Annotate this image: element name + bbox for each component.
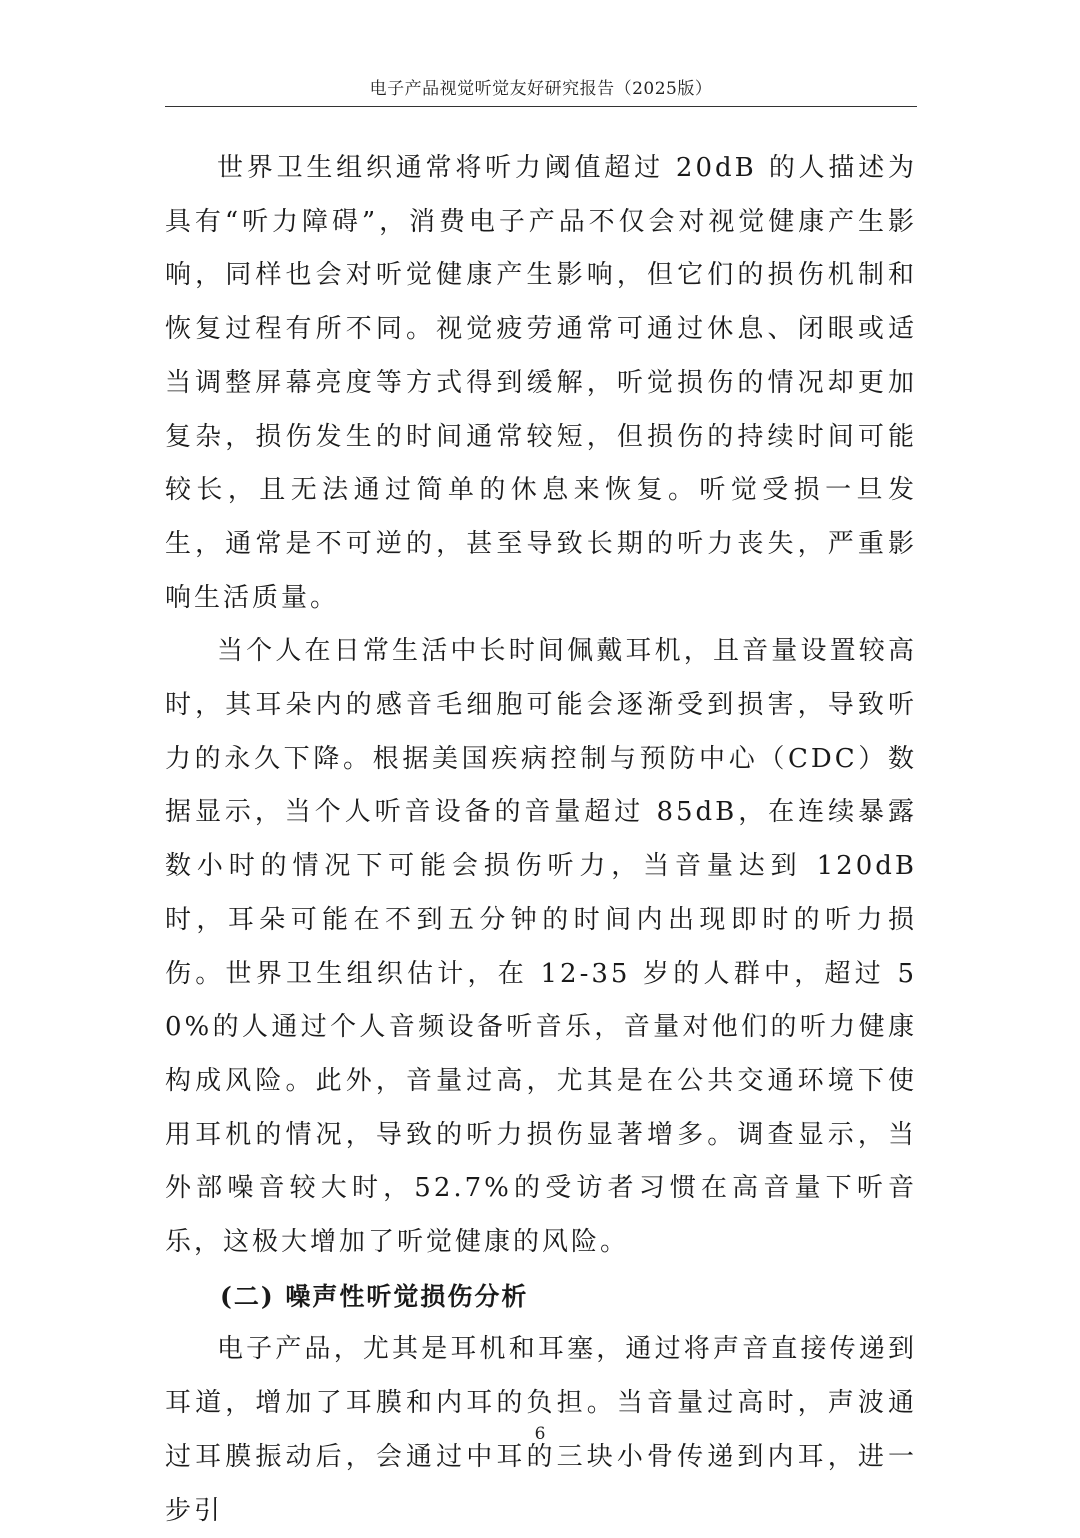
header-rule (165, 106, 917, 107)
paragraph-hearing-impairment: 世界卫生组织通常将听力阈值超过 20dB 的人描述为具有“听力障碍”，消费电子产品不仅会对视觉健康产生影响，同样也会对听觉健康产生影响，但它们的损伤机制和恢复过程有所不同。视觉疲劳通常可通过休息、闭眼或适当调整屏幕亮度等方式得到缓解，听觉损伤的情况却更加复杂，损伤发生的时间通常较短，但损伤的持续时间可能较长，且无法通过简单的休息来恢复。听觉受损一旦发生，通常是不可逆的，甚至导致长期的听力丧失，严重影响生活质量。 (165, 153, 917, 613)
page-number: 6 (534, 1424, 546, 1444)
paragraph-headphone-volume: 当个人在日常生活中长时间佩戴耳机，且音量设置较高时，其耳朵内的感音毛细胞可能会逐渐受到损害，导致听力的永久下降。根据美国疾病控制与预防中心（CDC）数据显示，当个人听音设备的音量超过 85dB，在连续暴露数小时的情况下可能会损伤听力，当音量达到 120dB 时，耳朵可能在不到五分钟的时间内出现即时的听力损伤。世界卫生组织估计，在 12-35 岁的人群中，超过 50%的人通过个人音频设备听音乐，音量对他们的听力健康构成风险。此外，音量过高，尤其是在公共交通环境下使用耳机的情况，导致的听力损伤显著增多。调查显示，当外部噪音较大时，52.7%的受访者习惯在高音量下听音乐，这极大增加了听觉健康的风险。 (165, 636, 917, 1258)
page-body (165, 142, 917, 1538)
running-header: 电子产品视觉听觉友好研究报告（2025版） (369, 79, 713, 99)
paragraph-noise-analysis: 电子产品，尤其是耳机和耳塞，通过将声音直接传递到耳道，增加了耳膜和内耳的负担。当音量过高时，声波通过耳膜振动后，会通过中耳的三块小骨传递到内耳，进一步引 (165, 1334, 917, 1526)
section-heading: (二) 噪声性听觉损伤分析 (220, 1281, 529, 1311)
